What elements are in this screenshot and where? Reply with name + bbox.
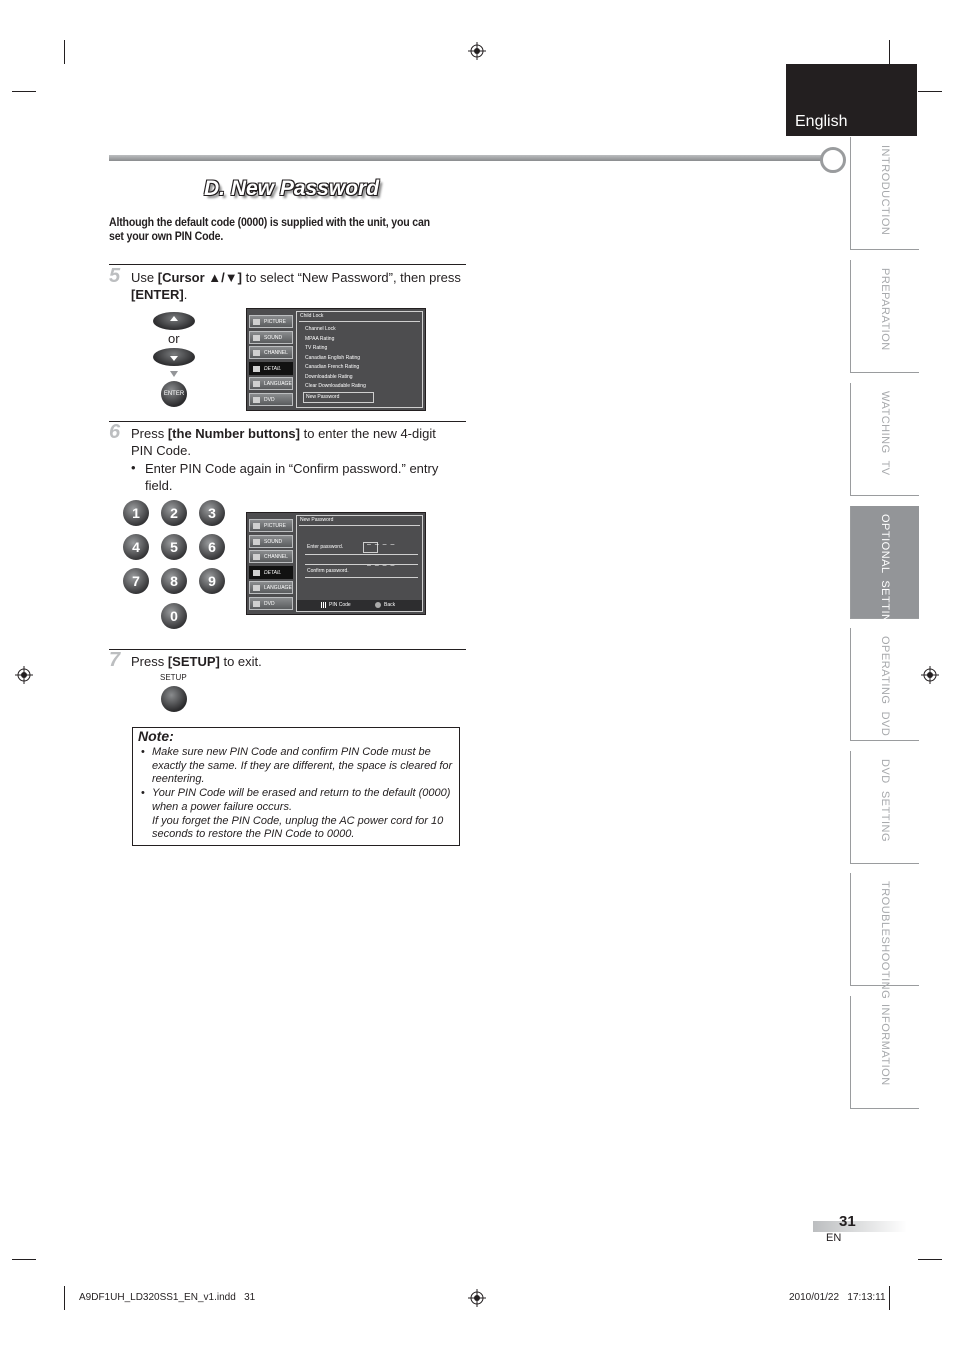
header-circle-icon [820,147,846,173]
step-5-text: Use [Cursor ▲/▼] to select “New Password”, then press [ENTER]. [131,270,461,302]
menu-item-language[interactable]: LANGUAGE [249,581,293,594]
number-button-1[interactable]: 1 [123,500,149,526]
registration-mark-icon [921,666,939,684]
crop-mark [64,1286,65,1310]
menu-item-dvd[interactable]: DVD [249,597,293,610]
option-tv-rating[interactable]: TV Rating [305,345,328,351]
crop-mark [64,40,65,64]
side-tab-troubleshooting[interactable]: TROUBLESHOOTING [850,873,919,986]
step-6-text: Press [the Number buttons] to enter the new 4-digit PIN Code. [131,426,436,458]
or-label: or [168,331,180,346]
number-button-0[interactable]: 0 [161,603,187,629]
step-number: 7 [109,649,121,671]
crop-mark [12,91,36,92]
side-tab-preparation[interactable]: PREPARATION [850,260,919,373]
crop-mark [889,1286,890,1310]
footer-timestamp: 2010/01/22 17:13:11 [789,1292,886,1303]
step-7-text: Press [SETUP] to exit. [131,654,262,669]
menu-item-sound[interactable]: SOUND [249,535,293,548]
step-number: 6 [109,421,121,443]
setup-button[interactable] [161,686,187,712]
page-title: D. New Password [204,177,380,200]
new-password-screen [246,512,426,615]
menu-item-channel[interactable]: CHANNEL [249,550,293,563]
arrow-down-icon [170,371,178,377]
panel-title: New Password [300,517,334,523]
panel-footer: PIN Code Back [297,600,422,611]
number-keys-icon [321,602,327,608]
bullet-icon: • [131,460,136,475]
cursor-up-button[interactable] [153,312,195,330]
number-button-8[interactable]: 8 [161,568,187,594]
note-item: If you forget the PIN Code, unplug the AC power cord for 10 seconds to restore the PIN Code to 0000. [152,814,444,841]
crop-mark [12,1259,36,1260]
crop-mark [918,1259,942,1260]
page-language: EN [826,1232,842,1244]
menu-item-dvd[interactable]: DVD [249,393,293,406]
setup-label: SETUP [160,673,187,682]
menu-item-channel[interactable]: CHANNEL [249,346,293,359]
menu-item-picture[interactable]: PICTURE [249,315,293,328]
number-button-3[interactable]: 3 [199,500,225,526]
setup-menu [249,315,293,408]
option-new-password[interactable]: New Password [303,392,374,404]
option-clear-downloadable-rating[interactable]: Clear Downloadable Rating [305,383,366,389]
registration-mark-icon [15,666,33,684]
enter-password-field[interactable]: Enter password. – – – – [305,542,418,555]
option-canadian-french-rating[interactable]: Canadian French Rating [305,364,360,370]
menu-item-sound[interactable]: SOUND [249,331,293,344]
number-button-4[interactable]: 4 [123,534,149,560]
option-mpaa-rating[interactable]: MPAA Rating [305,335,335,342]
language-tab-label: English [795,113,848,130]
child-lock-panel [296,311,423,408]
registration-mark-icon [468,42,486,60]
menu-item-language[interactable]: LANGUAGE [249,377,293,390]
setup-menu [249,519,293,612]
enter-button[interactable]: ENTER [161,381,187,407]
header-bar [109,155,821,161]
confirm-password-field[interactable]: Confirm password. – – – – [305,564,418,578]
back-button-icon [375,602,381,608]
step-divider [109,264,466,265]
note-title: Note: [138,728,174,744]
note-box [132,727,460,846]
crop-mark [918,91,942,92]
step-divider [109,649,466,650]
step-divider [109,421,466,422]
side-tab-information[interactable]: INFORMATION [850,996,919,1109]
crop-mark [889,40,890,64]
note-item: • Make sure new PIN Code and confirm PIN Code must be exactly the same. If they are different, the space is cleared for reentering. [141,746,453,786]
note-item: • Your PIN Code will be erased and return to the default (0000) when a power failure occurs. [141,787,451,813]
number-button-5[interactable]: 5 [161,534,187,560]
side-tab-operating-dvd[interactable]: OPERATING DVD [850,628,919,741]
number-button-2[interactable]: 2 [161,500,187,526]
number-button-6[interactable]: 6 [199,534,225,560]
page-number-bar [813,1221,907,1232]
menu-item-detail[interactable]: DETAIL [249,362,293,375]
side-tab-optional-setting[interactable]: OPTIONAL SETTING [850,506,919,619]
option-downloadable-rating[interactable]: Downloadable Rating [305,373,353,380]
footer-file-name: A9DF1UH_LD320SS1_EN_v1.indd 31 [79,1292,256,1303]
child-lock-screen [246,308,426,411]
language-tab [786,64,917,136]
registration-mark-icon [468,1289,486,1307]
new-password-panel [296,515,423,612]
number-button-7[interactable]: 7 [123,568,149,594]
side-tab-watching-tv[interactable]: WATCHING TV [850,383,919,496]
intro-text: Although the default code (0000) is supplied with the unit, you can set your own PIN Code. [109,217,430,243]
side-tab-introduction[interactable]: INTRODUCTION [850,137,919,250]
option-channel-lock[interactable]: Channel Lock [305,326,336,332]
step-6-bullet: Enter PIN Code again in “Confirm password.” entry field. [145,461,439,493]
number-button-9[interactable]: 9 [199,568,225,594]
panel-title: Child Lock [300,313,324,319]
page-number: 31 [839,1213,856,1230]
note-list [141,746,457,842]
menu-item-picture[interactable]: PICTURE [249,519,293,532]
option-canadian-english-rating[interactable]: Canadian English Rating [305,354,361,361]
side-tab-dvd-setting[interactable]: DVD SETTING [850,751,919,864]
menu-item-detail[interactable]: DETAIL [249,566,293,579]
cursor-down-button[interactable] [153,348,195,366]
step-number: 5 [109,265,121,287]
